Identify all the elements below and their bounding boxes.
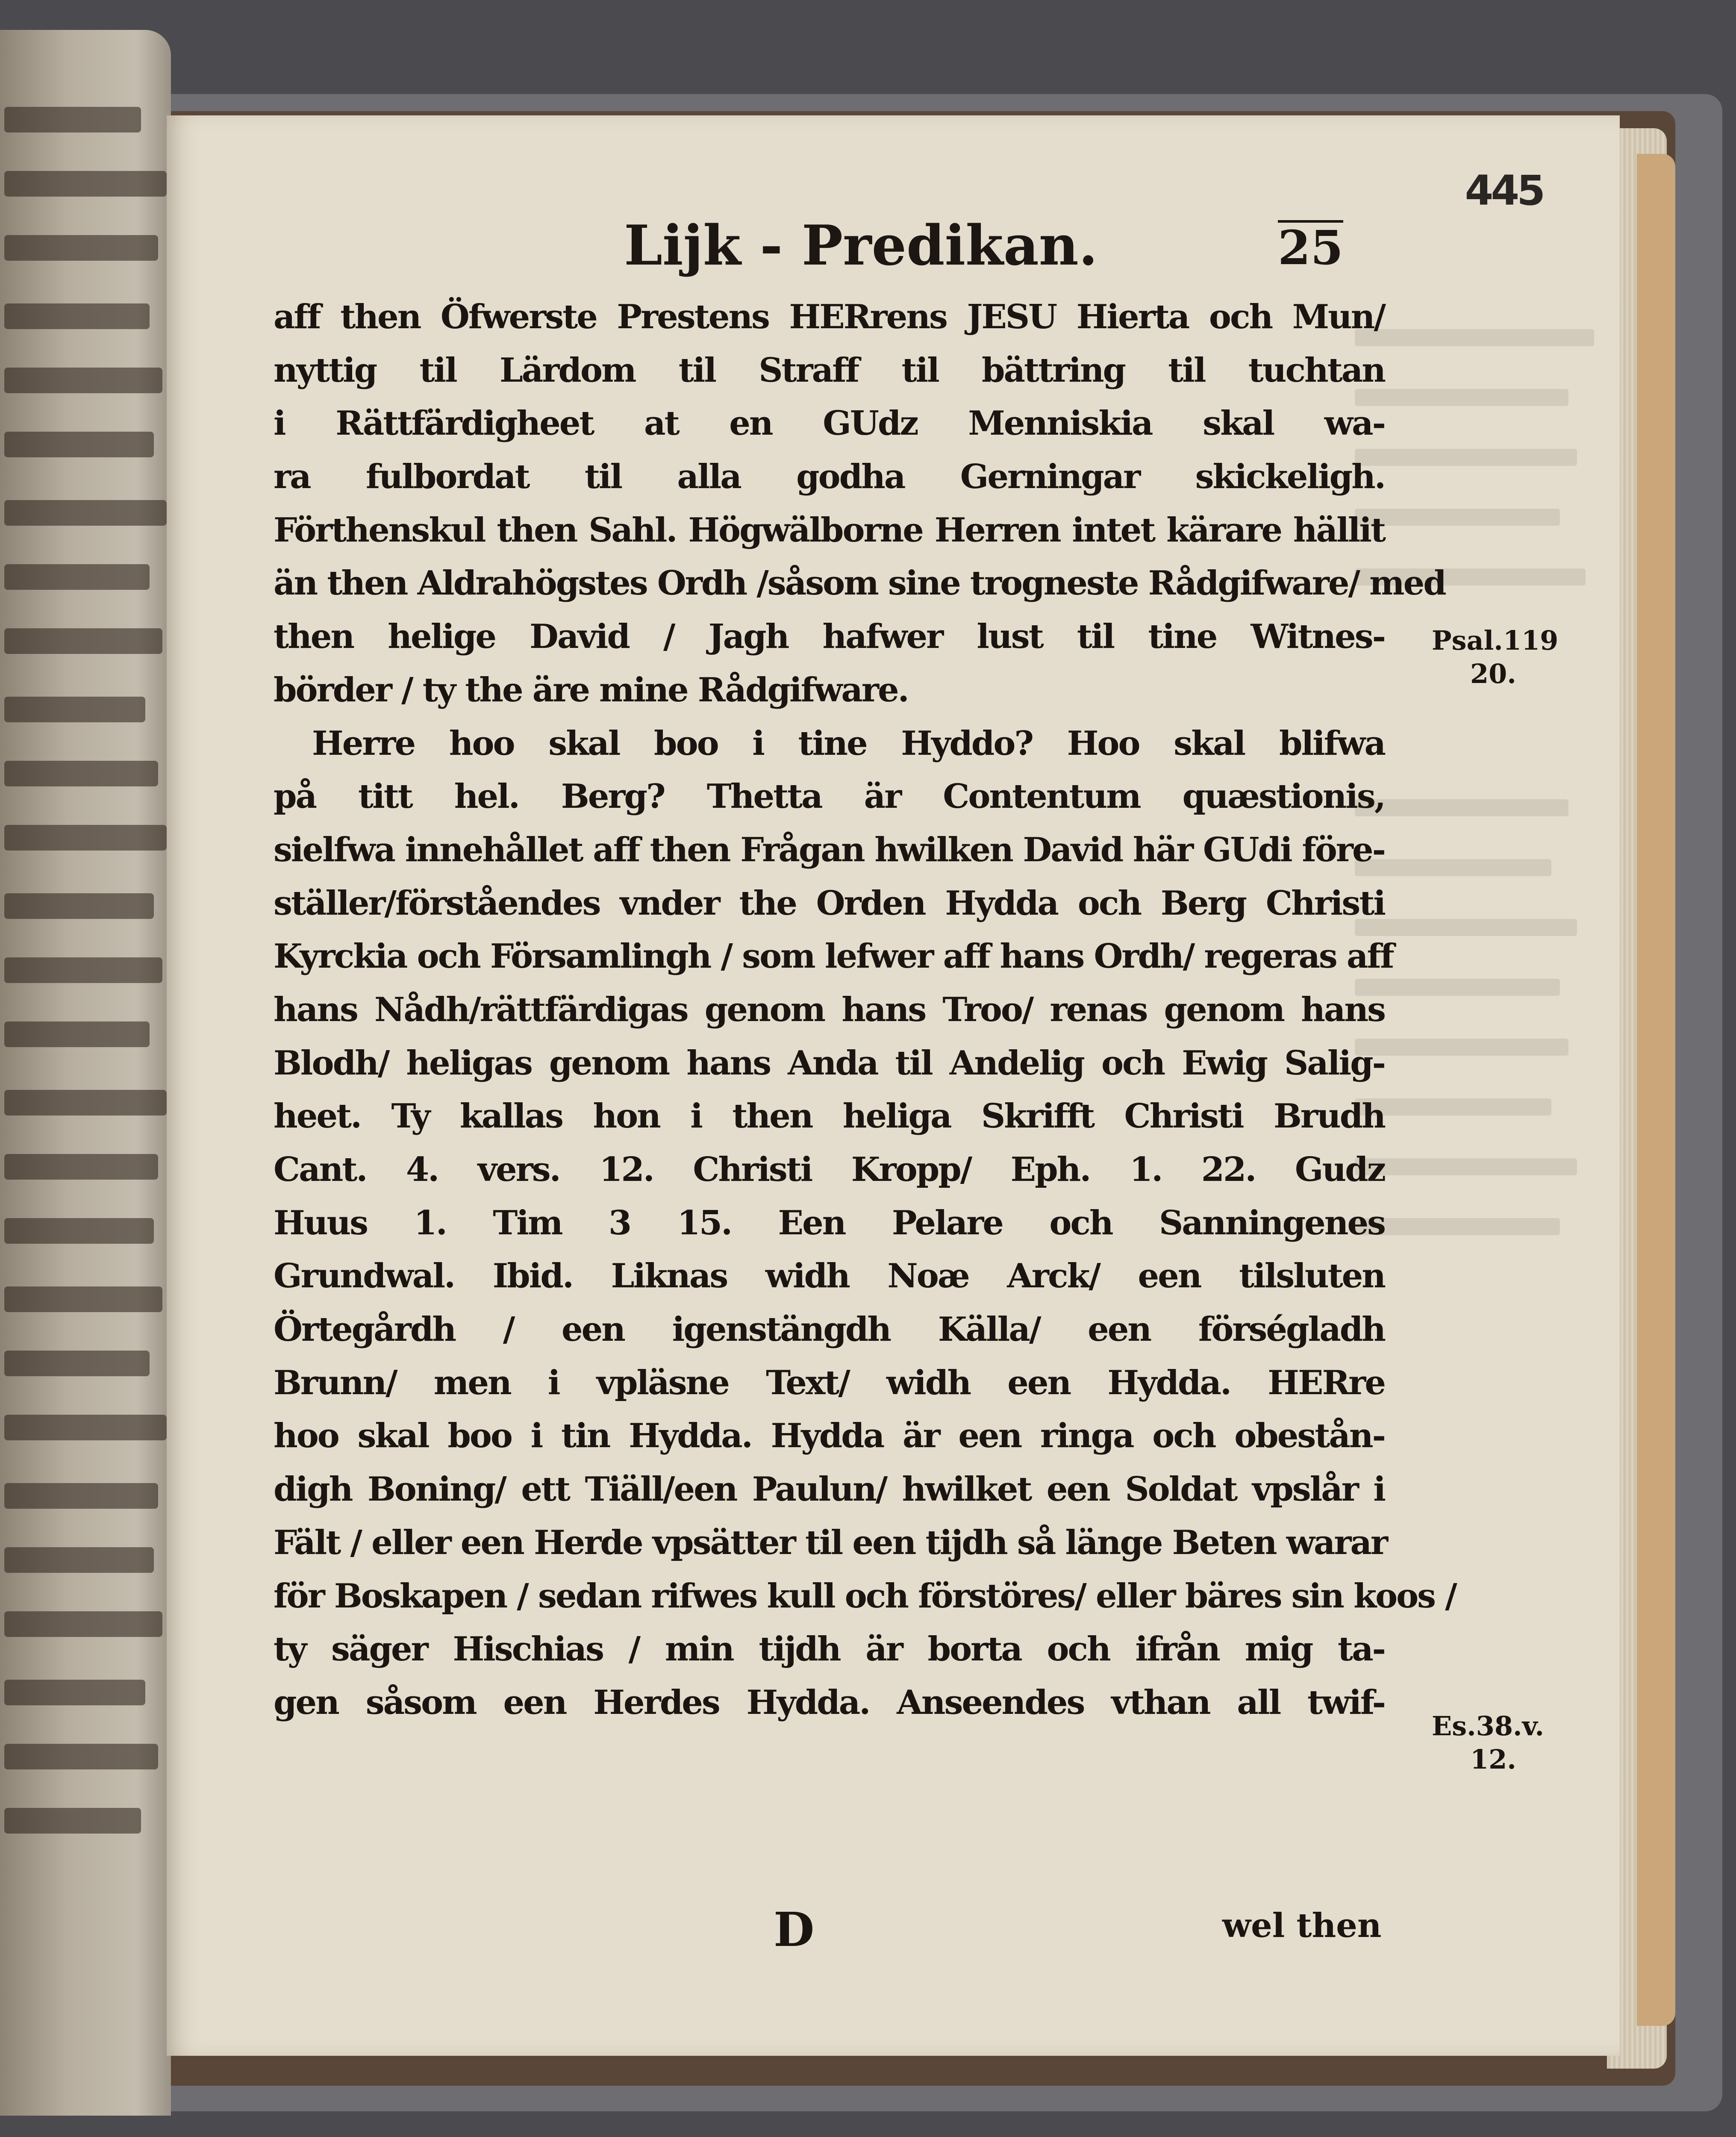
facing-text-line <box>4 368 162 393</box>
text-line: gen såsom een Herdes Hydda. Anseendes vthan all twif- <box>274 1683 1385 1722</box>
facing-text-line <box>4 235 158 261</box>
text-line: Fält / eller een Herde vpsätter til een tijdh så länge Beten warar <box>274 1523 1387 1562</box>
show-through-text <box>1355 919 1577 936</box>
text-line: nyttig til Lärdom til Straff til bättring til tuchtan <box>274 350 1385 390</box>
show-through-text <box>1355 1158 1577 1175</box>
text-line: Kyrckia och Församlingh / som lefwer aff hans Ordh/ regeras aff <box>274 937 1393 976</box>
facing-text-line <box>4 1351 150 1376</box>
facing-text-line <box>4 761 158 786</box>
facing-text-line <box>4 1744 158 1769</box>
text-line: hoo skal boo i tin Hydda. Hydda är een ringa och obestån- <box>274 1416 1385 1456</box>
facing-text-line <box>4 1286 162 1312</box>
facing-text-line <box>4 303 150 329</box>
facing-text-line <box>4 1680 145 1705</box>
running-head: Lijk - Predikan. <box>624 214 1098 278</box>
facing-page <box>0 30 171 2116</box>
facing-text-line <box>4 1611 162 1637</box>
show-through-text <box>1355 1039 1568 1056</box>
facing-text-line <box>4 107 141 132</box>
text-line: then helige David / Jagh hafwer lust til tine Witnes- <box>274 617 1385 656</box>
text-line: för Boskapen / sedan rifwes kull och förstöres/ eller bäres sin koos / <box>274 1576 1456 1616</box>
text-line: Örtegårdh / een igenstängdh Källa/ een förségladh <box>274 1310 1385 1349</box>
text-line: heet. Ty kallas hon i then heliga Skrifft Christi Brudh <box>274 1097 1385 1136</box>
facing-text-line <box>4 1154 158 1180</box>
marginal-note-isaiah <box>1432 1710 1544 1776</box>
marginal-note-line: 20. <box>1470 658 1516 689</box>
facing-text-line <box>4 1021 150 1047</box>
marginal-note-line: Es.38.v. <box>1432 1710 1544 1742</box>
text-line: Huus 1. Tim 3 15. Een Pelare och Sanningenes <box>274 1203 1385 1242</box>
text-line: Blodh/ heligas genom hans Anda til Andelig och Ewig Salig- <box>274 1043 1385 1083</box>
body-text <box>274 291 1456 1730</box>
show-through-text <box>1355 329 1594 346</box>
text-line: i Rättfärdigheet at en GUdz Menniskia skal wa- <box>274 404 1385 443</box>
text-line: på titt hel. Berg? Thetta är Contentum quæstionis, <box>274 777 1385 816</box>
signature-mark: D <box>774 1902 815 1957</box>
marginal-note-psalm <box>1432 624 1558 690</box>
text-line: Grundwal. Ibid. Liknas widh Noæ Arck/ een tilsluten <box>274 1257 1385 1296</box>
show-through-text <box>1355 1218 1560 1235</box>
facing-text-line <box>4 893 154 919</box>
facing-text-line <box>4 1483 158 1509</box>
text-line: digh Boning/ ett Tiäll/een Paulun/ hwilket een Soldat vpslår i <box>274 1470 1385 1509</box>
text-line: än then Aldrahögstes Ordh /såsom sine trogneste Rådgifware/ med <box>274 564 1445 603</box>
text-line: ra fulbordat til alla godha Gerningar skickeligh. <box>274 457 1385 497</box>
text-line: Cant. 4. vers. 12. Christi Kropp/ Eph. 1. 22. Gudz <box>274 1150 1385 1189</box>
show-through-text <box>1355 799 1568 816</box>
facing-text-line <box>4 1090 167 1116</box>
show-through-text <box>1355 509 1560 526</box>
folio-number: 445 <box>1465 167 1543 215</box>
text-line: börder / ty the äre mine Rådgifware. <box>274 670 908 709</box>
show-through-text <box>1355 979 1560 996</box>
facing-text-line <box>4 1218 154 1244</box>
page-block-gilding <box>1637 154 1675 2026</box>
catchword: wel then <box>1222 1906 1382 1945</box>
text-line: sielfwa innehållet aff then Frågan hwilken David här GUdi före- <box>274 830 1385 869</box>
text-line: aff then Öfwerste Prestens HERrens JESU Hierta och Mun/ <box>274 297 1385 336</box>
facing-text-line <box>4 628 162 654</box>
facing-text-line <box>4 1415 167 1440</box>
text-line: Herre hoo skal boo i tine Hyddo? Hoo skal blifwa <box>312 724 1385 763</box>
marginal-note-line: Psal.119 <box>1432 625 1559 656</box>
facing-text-line <box>4 432 154 457</box>
facing-text-line <box>4 171 167 197</box>
facing-text-line <box>4 697 145 722</box>
text-line: hans Nådh/rättfärdigas genom hans Troo/ renas genom hans <box>274 990 1385 1029</box>
page-number: 25 <box>1278 220 1344 275</box>
marginal-note-line: 12. <box>1470 1743 1516 1775</box>
text-line: Brunn/ men i vpläsne Text/ widh een Hydda. HERre <box>274 1363 1385 1402</box>
facing-text-line <box>4 500 167 526</box>
facing-text-line <box>4 1547 154 1573</box>
show-through-text <box>1355 389 1568 406</box>
facing-text-line <box>4 564 150 590</box>
facing-text-line <box>4 957 162 983</box>
book-page <box>167 115 1620 2056</box>
facing-text-line <box>4 825 167 851</box>
text-line: Förthenskul then Sahl. Högwälborne Herren intet kärare hällit <box>274 510 1385 550</box>
text-line: ty säger Hischias / min tijdh är borta och ifrån mig ta- <box>274 1630 1385 1669</box>
facing-text-line <box>4 1808 141 1834</box>
show-through-text <box>1355 449 1577 466</box>
text-line: ställer/förståendes vnder the Orden Hydda och Berg Christi <box>274 883 1385 923</box>
